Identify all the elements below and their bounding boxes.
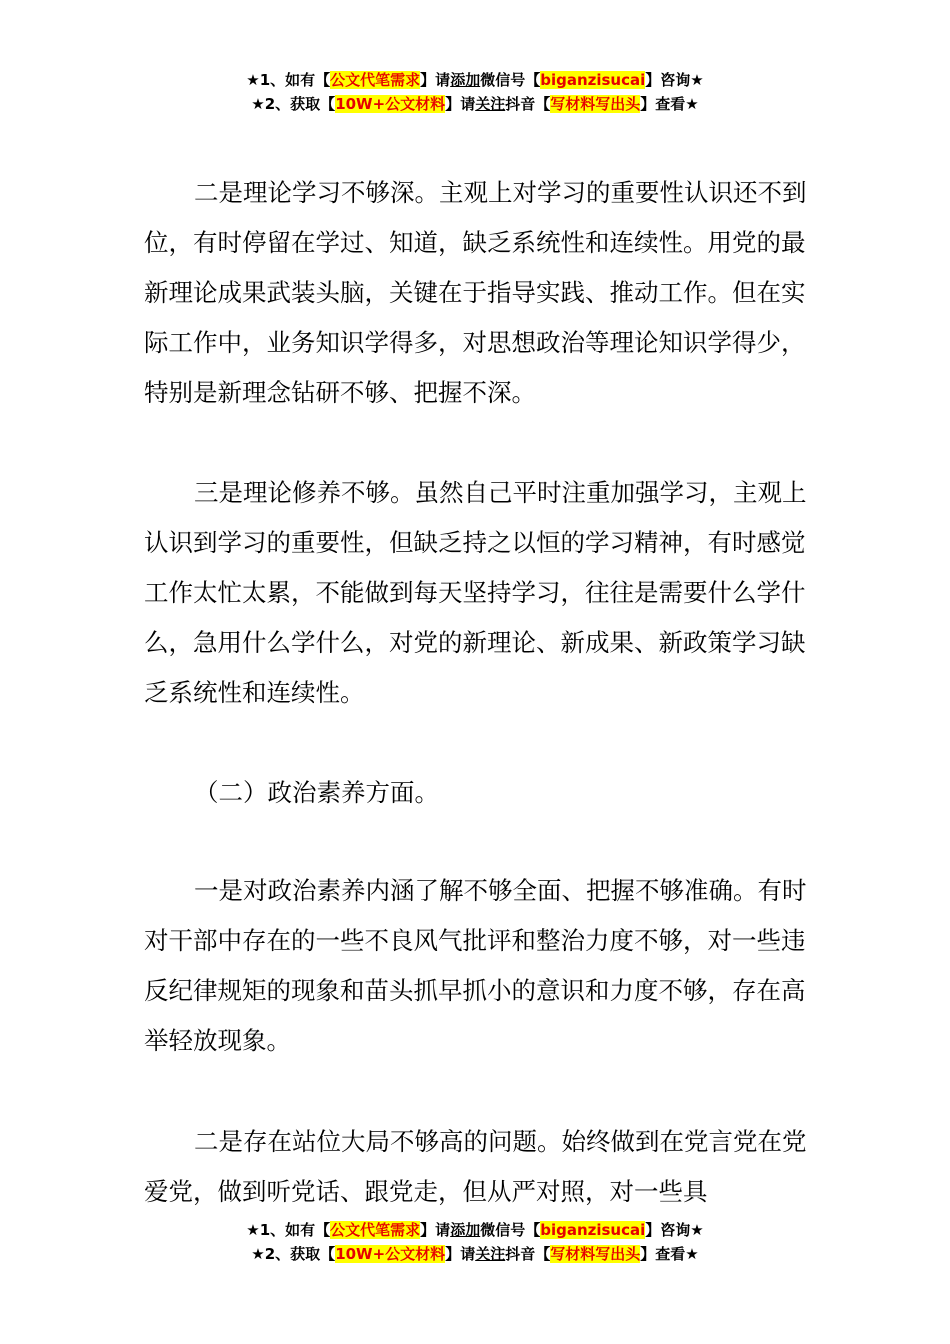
banner-highlight: 写材料写出头	[550, 1245, 641, 1263]
footer-banner	[0, 1218, 950, 1266]
banner-text: ★1、如有【	[246, 1221, 331, 1239]
banner-text: 】查看★	[640, 1245, 699, 1263]
body-paragraph: 三是理论修养不够。虽然自己平时注重加强学习，主观上认识到学习的重要性，但缺乏持之以恒的学习精神，有时感觉工作太忙太累，不能做到每天坚持学习，往往是需要什么学什么，急用什么学什么，对党的新理论、新成果、新政策学习缺乏系统性和连续性。	[144, 478, 807, 707]
banner-text: ★1、如有【	[246, 71, 331, 89]
banner-text: ★2、获取【	[251, 1245, 336, 1263]
banner-text: 】请	[445, 95, 476, 113]
section-heading: （二）政治素养方面。	[194, 778, 439, 807]
banner-text: ★2、获取【	[251, 95, 336, 113]
banner-highlight: biganzisucai	[540, 71, 646, 89]
body-paragraph: 一是对政治素养内涵了解不够全面、把握不够准确。有时对干部中存在的一些不良风气批评和整治力度不够，对一些违反纪律规矩的现象和苗头抓早抓小的意识和力度不够，存在高举轻放现象。	[144, 876, 807, 1055]
banner-line-2	[0, 1242, 950, 1266]
banner-line-2	[0, 92, 950, 116]
banner-text: 】咨询★	[645, 71, 704, 89]
banner-text: 抖音【	[505, 1245, 551, 1263]
banner-underline: 添加	[450, 1221, 481, 1239]
banner-highlight: 公文代笔需求	[330, 1221, 421, 1239]
banner-text: 】请	[420, 1221, 451, 1239]
banner-highlight: 公文代笔需求	[330, 71, 421, 89]
banner-highlight: 写材料写出头	[550, 95, 641, 113]
banner-underline: 关注	[475, 1245, 506, 1263]
banner-line-1	[0, 1218, 950, 1242]
banner-highlight: 10W+公文材料	[335, 1245, 446, 1263]
banner-underline: 关注	[475, 95, 506, 113]
banner-text: 抖音【	[505, 95, 551, 113]
banner-text: 微信号【	[480, 71, 541, 89]
banner-highlight: biganzisucai	[540, 1221, 646, 1239]
banner-underline: 添加	[450, 71, 481, 89]
body-paragraph: 二是存在站位大局不够高的问题。始终做到在党言党在党爱党，做到听党话、跟党走，但从严对照，对一些具	[144, 1127, 807, 1206]
banner-line-1	[0, 68, 950, 92]
banner-highlight: 10W+公文材料	[335, 95, 446, 113]
banner-text: 】请	[445, 1245, 476, 1263]
body-paragraph: 二是理论学习不够深。主观上对学习的重要性认识还不到位，有时停留在学过、知道，缺乏系统性和连续性。用党的最新理论成果武装头脑，关键在于指导实践、推动工作。但在实际工作中，业务知识学得多，对思想政治等理论知识学得少，特别是新理念钻研不够、把握不深。	[144, 178, 807, 407]
banner-text: 】查看★	[640, 95, 699, 113]
header-banner	[0, 68, 950, 116]
banner-text: 】咨询★	[645, 1221, 704, 1239]
banner-text: 微信号【	[480, 1221, 541, 1239]
banner-text: 】请	[420, 71, 451, 89]
